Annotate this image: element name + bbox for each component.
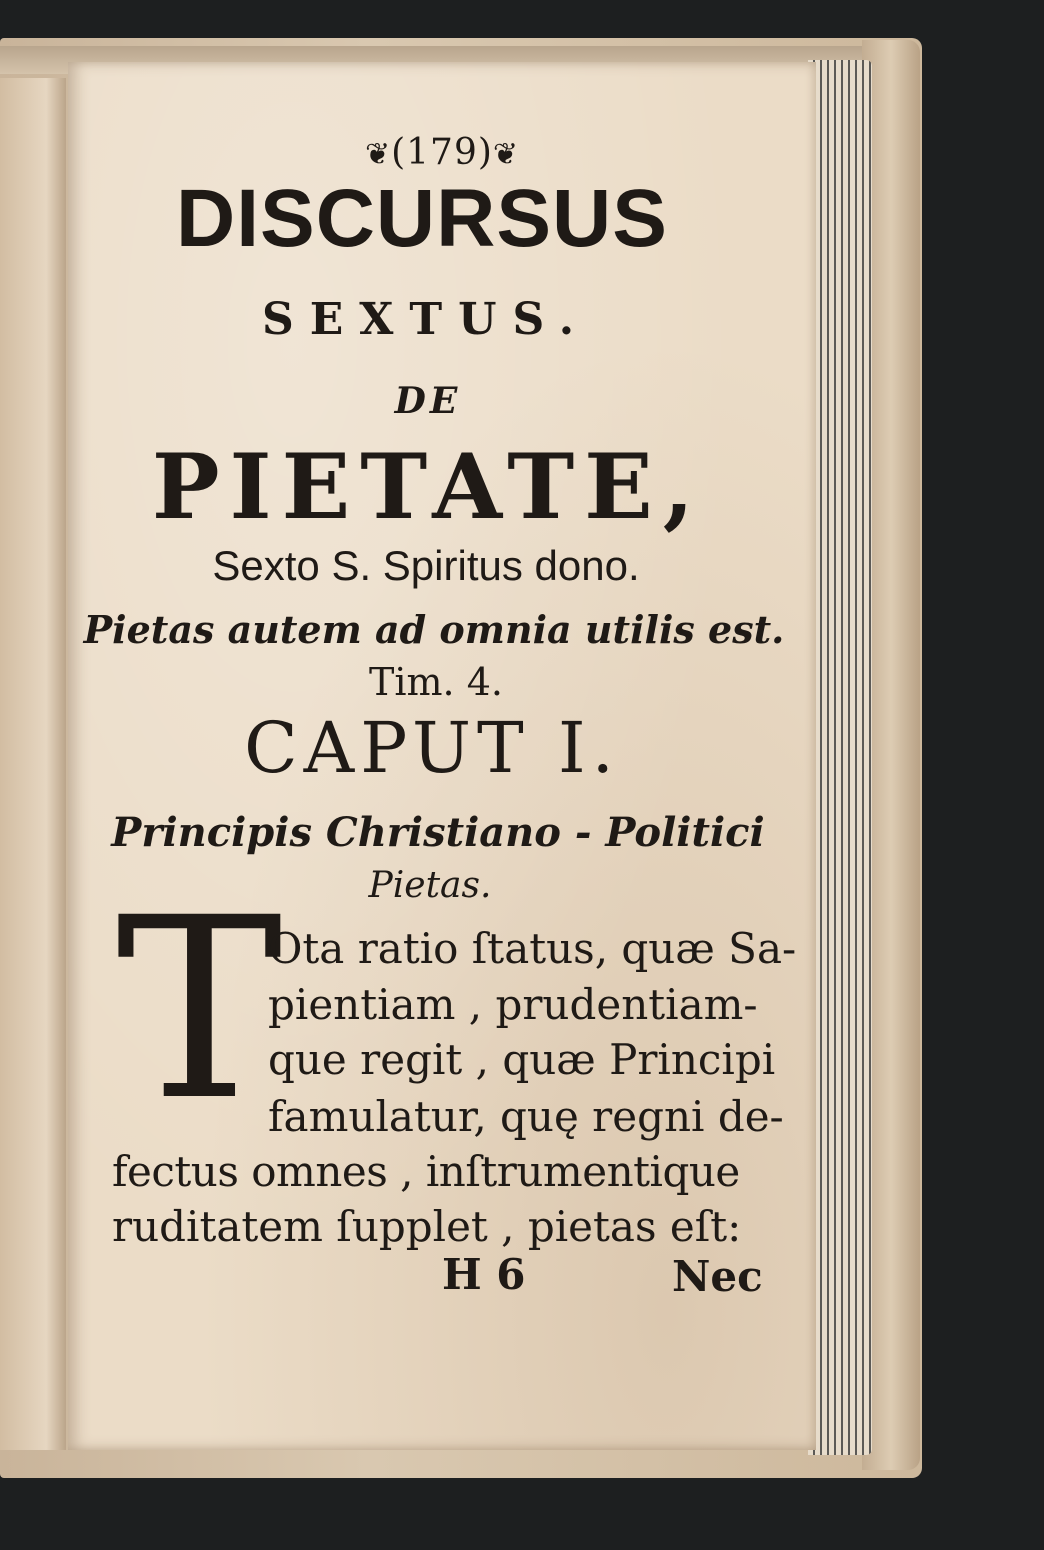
heading-de: DE [394, 380, 462, 422]
body-line: fectus omnes , inſtrumentique [112, 1147, 740, 1196]
body-line: que regit , quæ Principi [268, 1035, 776, 1084]
heading-sextus: SEXTUS. [261, 294, 591, 345]
book-page [68, 62, 816, 1450]
heading-subtitle: Sexto S. Spiritus dono. [212, 542, 640, 589]
epigraph-quote: Pietas autem ad omnia utilis est. [83, 607, 785, 652]
page-number: (179) [391, 132, 493, 173]
left-facing-page [0, 78, 66, 1450]
body-line: ruditatem ſupplet , pietas eſt: [112, 1202, 742, 1251]
chapter-subtitle: Principis Christiano - Politici [111, 809, 765, 856]
fleuron-right-icon: ❦ [492, 137, 520, 172]
chapter-title: CAPUT I. [244, 707, 620, 789]
page-number-line [68, 132, 816, 173]
body-line: pientiam , prudentiam- [268, 980, 758, 1029]
page-edges [808, 60, 872, 1455]
heading-pietate: PIETATE, [151, 434, 705, 540]
catchword: Nec [672, 1252, 763, 1301]
body-line: famulatur, quę regni de- [268, 1092, 784, 1141]
drop-cap: T [116, 864, 283, 1155]
signature-mark: H 6 [442, 1250, 526, 1299]
heading-discursus: DISCURSUS [176, 173, 668, 264]
fleuron-left-icon: ❦ [364, 137, 392, 172]
body-line: Ota ratio ſtatus, quæ Sa- [268, 924, 797, 973]
epigraph-reference: Tim. 4. [369, 660, 503, 704]
chapter-subtitle-cont: Pietas. [368, 865, 492, 906]
